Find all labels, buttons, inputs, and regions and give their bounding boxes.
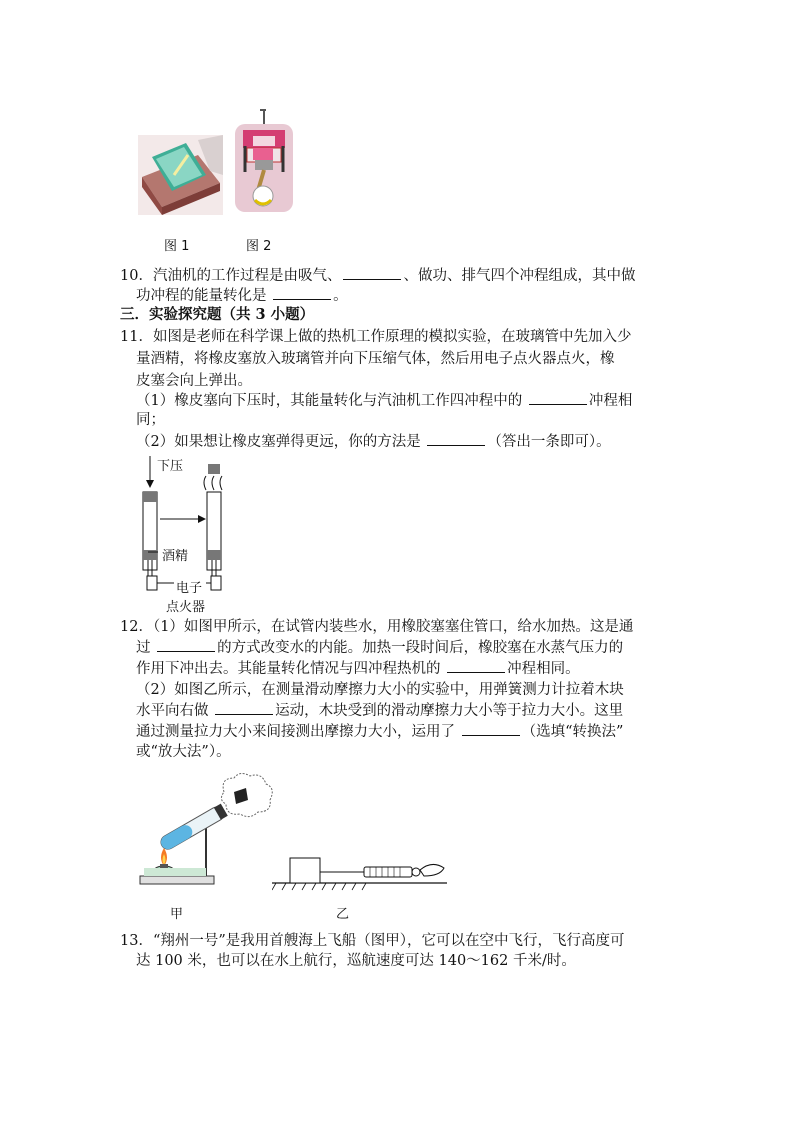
q11-sub2-line: [136, 431, 611, 452]
q11-text: （答出一条即可）。: [487, 434, 611, 450]
answer-blank[interactable]: [157, 637, 215, 652]
q12-line-1: 12．（1）如图甲所示，在试管内装些水，用橡胶塞塞住管口，给水加热。这是通: [120, 619, 634, 635]
section-3-title: 三．实验探究题（共 3 小题）: [120, 306, 315, 323]
q12-sub2-line-4: 或“放大法”）。: [136, 744, 231, 760]
q10-text: 10．汽油机的工作过程是由吸气、: [120, 268, 342, 284]
q10-text: 、做功、排气四个冲程组成，其中做: [403, 268, 636, 284]
q11-label-alcohol: 酒精: [162, 549, 189, 564]
q10-text: 功冲程的能量转化是: [136, 288, 267, 304]
q11-line-3: 皮塞会向上弹出。: [136, 373, 252, 389]
answer-blank[interactable]: [273, 285, 331, 300]
q11-label-igniter-2: 点火器: [166, 600, 206, 615]
q12-figure-jia-caption: 甲: [170, 907, 184, 922]
q11-label-press: 下压: [157, 459, 184, 474]
figure-1-caption: 图 1: [164, 239, 190, 254]
answer-blank[interactable]: [427, 431, 485, 446]
q11-sub1-line-2: 同；: [136, 412, 165, 428]
answer-blank[interactable]: [215, 700, 273, 715]
q10-text: 。: [333, 288, 348, 304]
q12-text: （选填“转换法”: [521, 724, 624, 740]
q12-sub2-line-2: [136, 700, 623, 721]
q10-line-2: [136, 285, 348, 306]
q10-line-1: [120, 265, 635, 286]
answer-blank[interactable]: [343, 265, 401, 280]
answer-blank[interactable]: [529, 390, 587, 405]
q12-text: 过: [136, 640, 151, 656]
q11-text: 冲程相: [588, 393, 633, 409]
q12-figure-yi-caption: 乙: [336, 907, 350, 922]
q11-sub1-line-1: [136, 390, 632, 411]
q12-text: 水平向右做: [136, 703, 209, 719]
q12-line-3: [136, 658, 580, 679]
q12-text: 作用下冲出去。其能量转化情况与四冲程热机的: [136, 661, 441, 677]
q11-line-1: 11．如图是老师在科学课上做的热机工作原理的模拟实验，在玻璃管中先加入少: [120, 329, 632, 345]
q12-text: 的方式改变水的内能。加热一段时间后，橡胶塞在水蒸气压力的: [217, 640, 624, 656]
q11-text: （2）如果想让橡皮塞弹得更远，你的方法是: [136, 434, 421, 450]
q13-line-1: 13．“翔州一号”是我用首艘海上飞船（图甲），它可以在空中飞行，飞行高度可: [120, 933, 625, 949]
answer-blank[interactable]: [462, 721, 520, 736]
q12-sub2-line-3: [136, 721, 623, 742]
q11-text: （1）橡皮塞向下压时，其能量转化与汽油机工作四冲程中的: [136, 393, 523, 409]
q12-text: 运动，木块受到的滑动摩擦力大小等于拉力大小。这里: [275, 703, 624, 719]
q12-figure-jia-test-tube: [136, 770, 276, 892]
figure-2-caption: 图 2: [246, 239, 272, 254]
q11-label-igniter-1: 电子: [176, 581, 203, 596]
q12-line-2: [136, 637, 623, 658]
q12-text: 冲程相同。: [507, 661, 580, 677]
q11-line-2: 量酒精，将橡皮塞放入玻璃管并向下压缩气体，然后用电子点火器点火，橡: [136, 351, 615, 367]
figure-1-desk-scene: [138, 135, 223, 215]
q12-text: 通过测量拉力大小来间接测出摩擦力大小，运用了: [136, 724, 455, 740]
q12-sub2-line-1: （2）如图乙所示，在测量滑动摩擦力大小的实验中，用弹簧测力计拉着木块: [136, 682, 624, 698]
answer-blank[interactable]: [447, 658, 505, 673]
q12-figure-yi-friction-setup: [272, 852, 447, 892]
figure-2-engine-cylinder: [233, 108, 295, 216]
q13-line-2: 达 100 米，也可以在水上航行，巡航速度可达 140～162 千米/时。: [136, 953, 576, 969]
